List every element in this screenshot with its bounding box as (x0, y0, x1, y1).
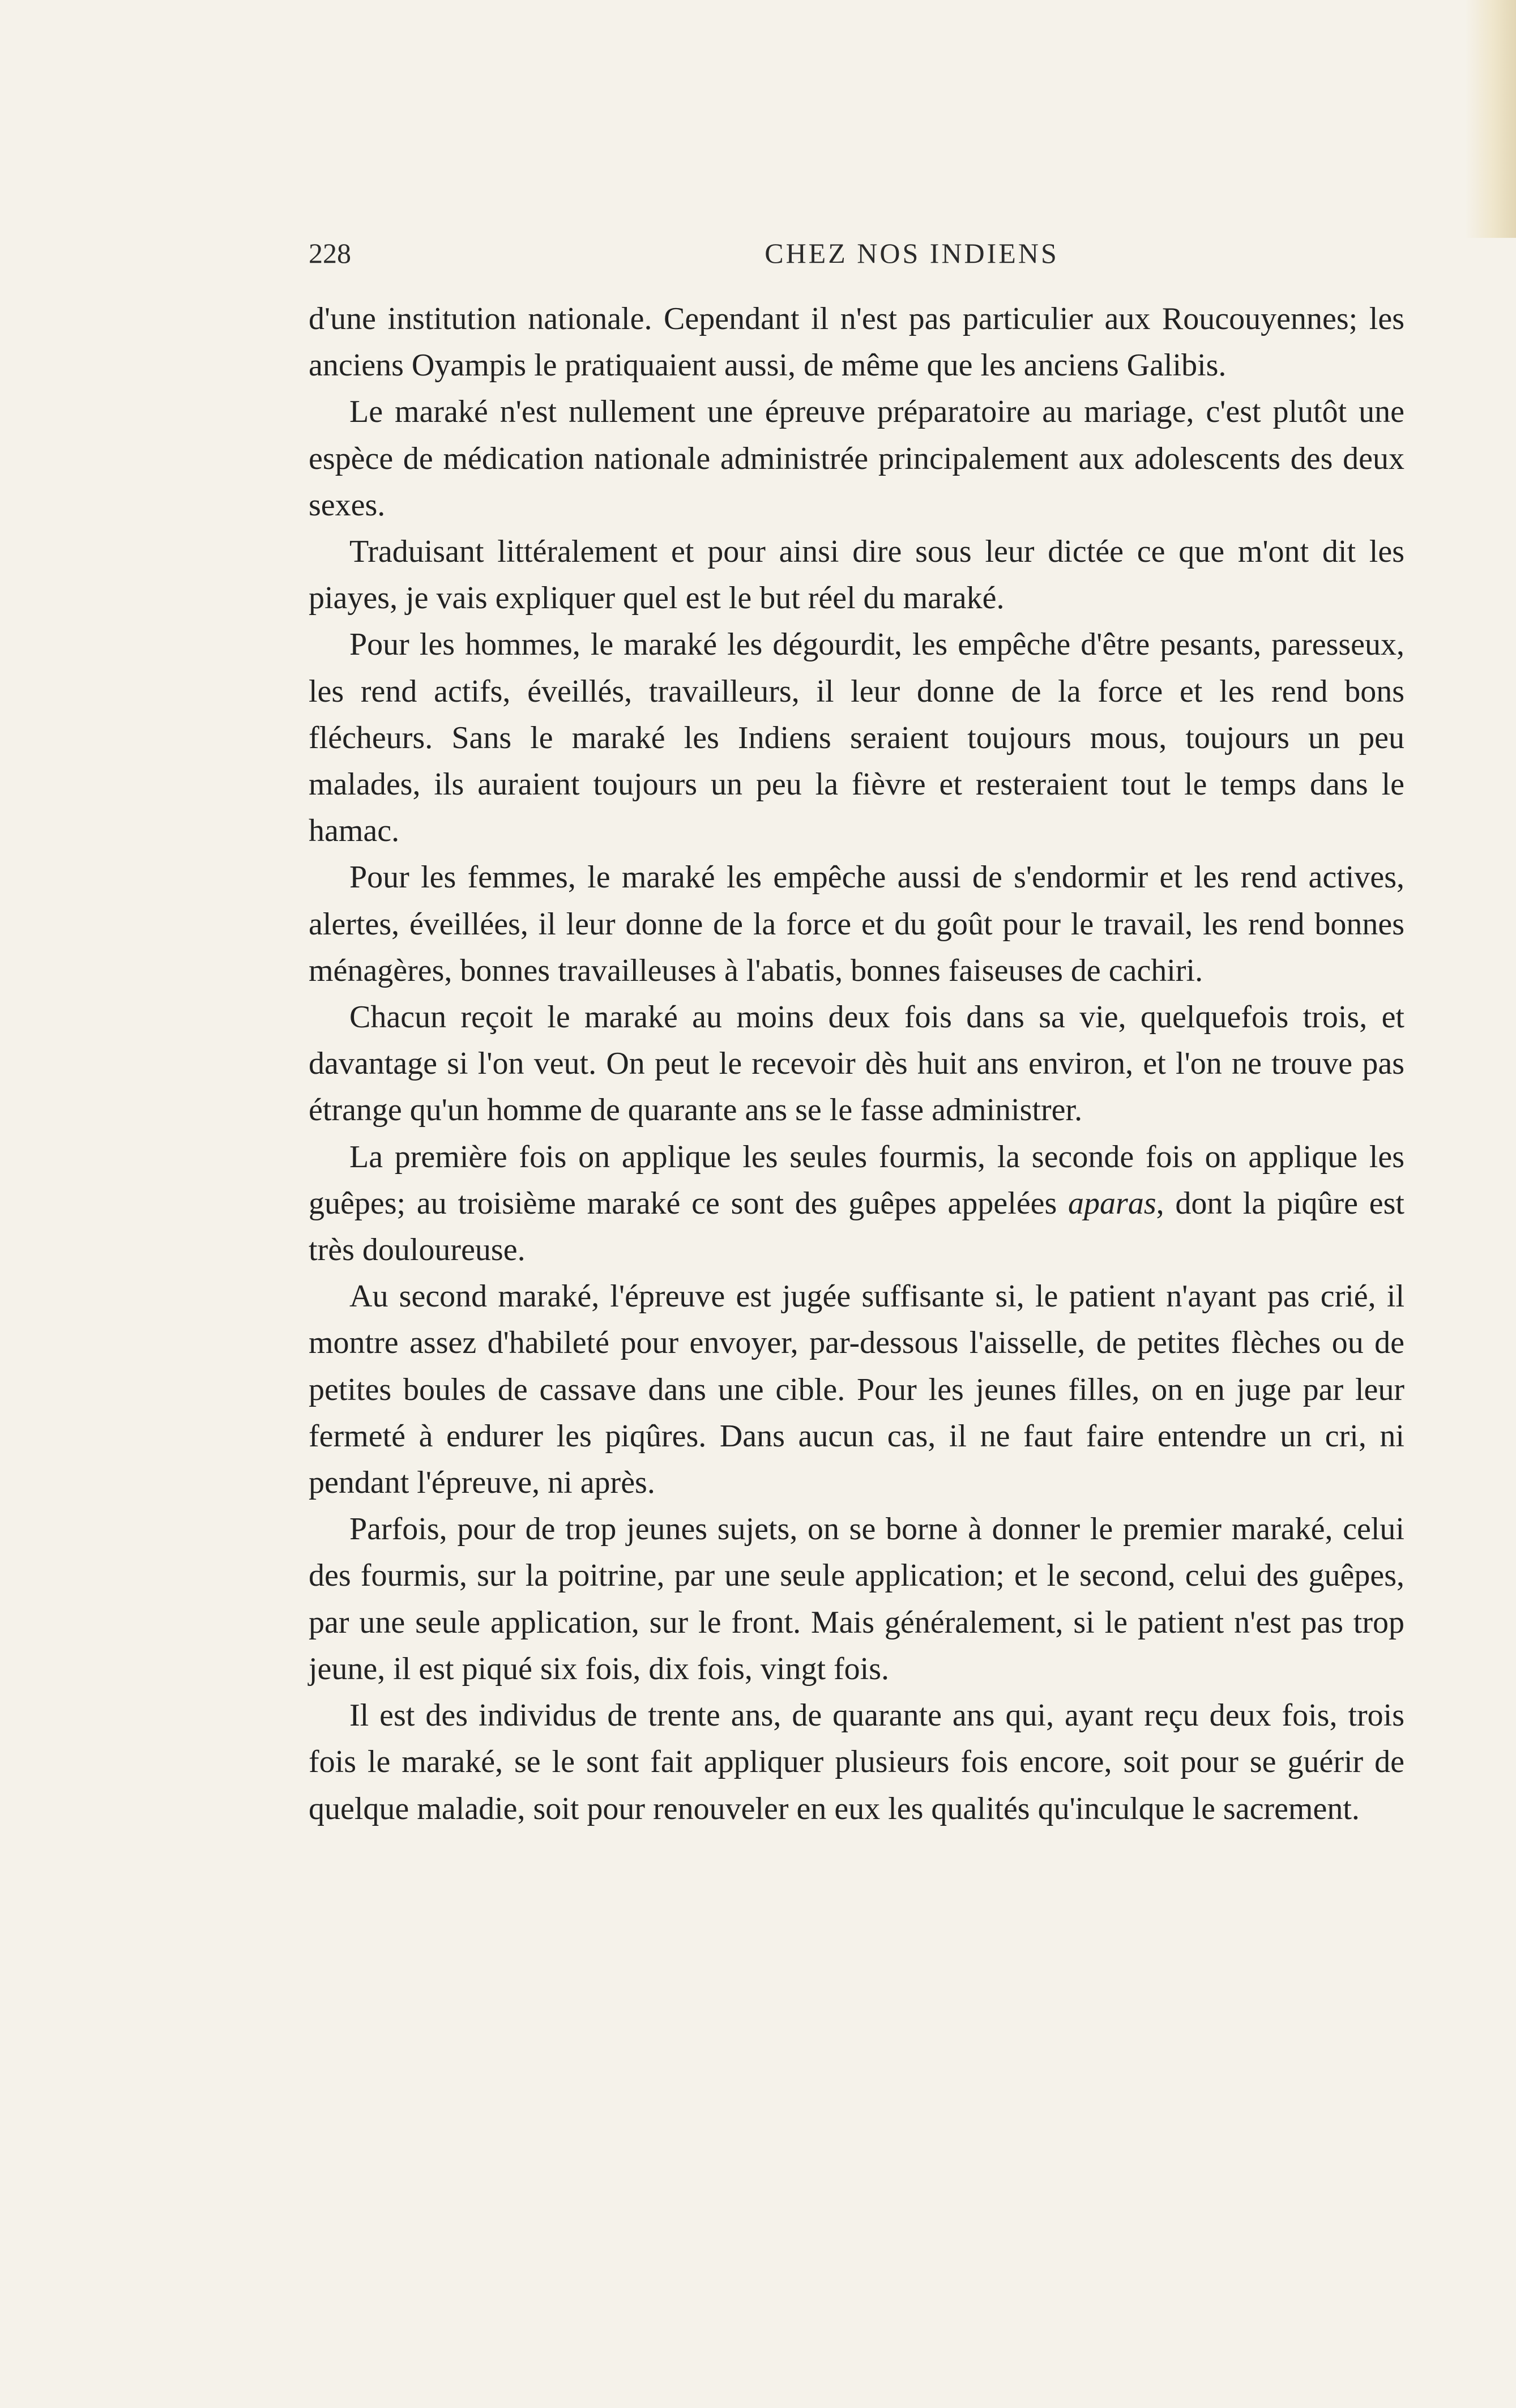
paragraph: Pour les femmes, le maraké les empêche aussi de s'endormir et les rend actives, alertes, éveillées, il leur donne de la force et du goût pour le travail, les rend bonnes ménagères, bonnes travailleuses à l'abatis, bonnes faiseuses de cachiri. (309, 860, 1404, 988)
page-edge-shadow (1465, 0, 1516, 238)
paragraph: Le maraké n'est nullement une épreuve préparatoire au mariage, c'est plutôt une espèce de médication nationale administrée principalement aux adolescents des deux sexes. (309, 394, 1404, 523)
paragraph: Chacun reçoit le maraké au moins deux fois dans sa vie, quelquefois trois, et davantage si l'on veut. On peut le recevoir dès huit ans environ, et l'on ne trouve pas étrange qu'un homme de quarante ans se le fasse administrer. (309, 1000, 1404, 1128)
running-head (309, 237, 1407, 276)
page-number: 228 (309, 237, 351, 269)
paragraph: Parfois, pour de trop jeunes sujets, on se borne à donner le premier maraké, celui des fourmis, sur la poitrine, par une seule application; et le second, celui des guêpes, par une seule application, sur le front. Mais généralement, si le patient n'est pas trop jeune, il est piqué six fois, dix fois, vingt fois. (309, 1512, 1404, 1687)
paragraph: Il est des individus de trente ans, de quarante ans qui, ayant reçu deux fois, trois fois le maraké, se le sont fait appliquer plusieurs fois encore, soit pour se guérir de quelque maladie, soit pour renouveler en eux les qualités qu'inculque le sacrement. (309, 1698, 1404, 1826)
paragraph-text: , dont la piqûre est très douloureuse. (309, 1185, 1404, 1268)
paragraph (309, 1134, 1404, 1274)
paragraph-text: La première fois on applique les seules fourmis, la seconde fois on applique les guêpes; au troisième maraké ce sont des guêpes appelées (309, 1139, 1404, 1221)
body-text (309, 296, 1404, 1832)
paragraph: Au second maraké, l'épreuve est jugée suffisante si, le patient n'ayant pas crié, il montre assez d'habileté pour envoyer, par-dessous l'aisselle, de petites flèches ou de petites boules de cassave dans une cible. Pour les jeunes filles, on en juge par leur fermeté à endurer les piqûres. Dans aucun cas, il ne faut faire entendre un cri, ni pendant l'épreuve, ni après. (309, 1279, 1404, 1501)
paragraph: d'une institution nationale. Cependant il n'est pas particulier aux Roucouyennes; les anciens Oyampis le pratiquaient aussi, de même que les anciens Galibis. (309, 301, 1404, 383)
running-title: CHEZ NOS INDIENS (765, 237, 1059, 269)
italic-term: aparas (1068, 1185, 1156, 1221)
paragraph: Pour les hommes, le maraké les dégourdit, les empêche d'être pesants, paresseux, les rend actifs, éveillés, travailleurs, il leur donne de la force et les rend bons flécheurs. Sans le maraké les Indiens seraient toujours mous, toujours un peu malades, ils auraient toujours un peu la fièvre et resteraient tout le temps dans le hamac. (309, 627, 1404, 849)
paragraph: Traduisant littéralement et pour ainsi dire sous leur dictée ce que m'ont dit les piayes, je vais expliquer quel est le but réel du maraké. (309, 534, 1404, 616)
